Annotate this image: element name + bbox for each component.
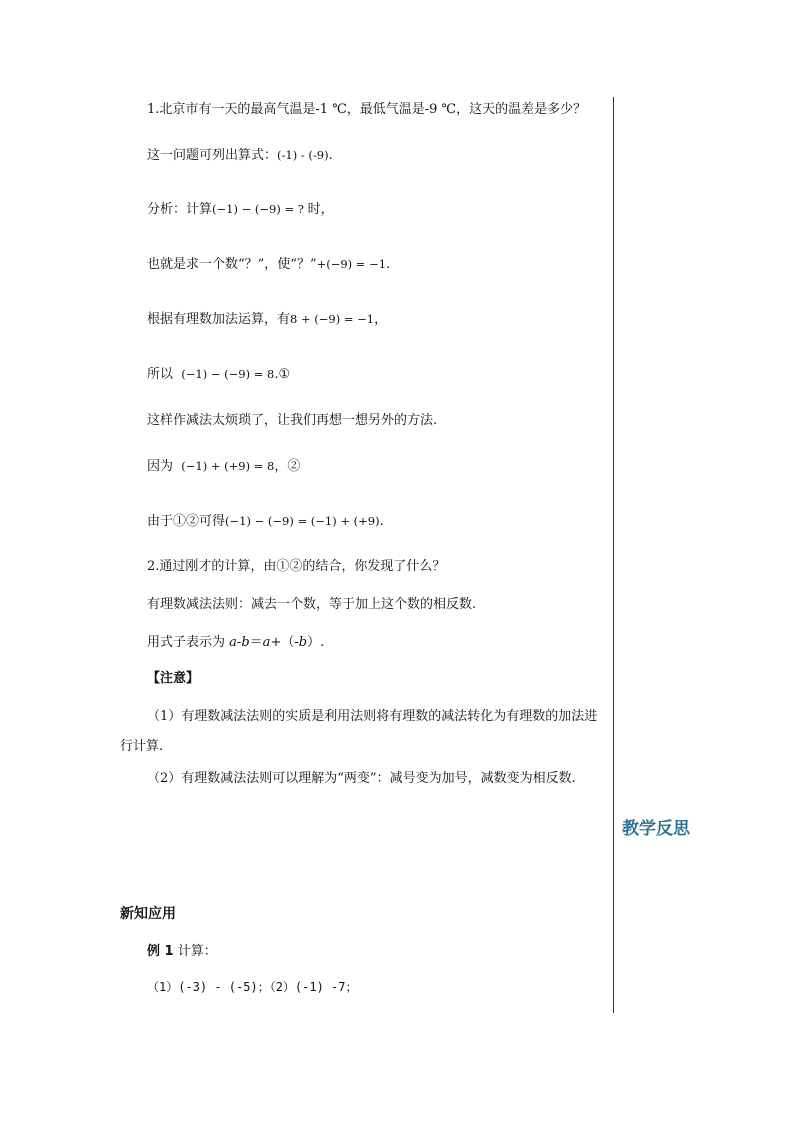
expression-intro-text: 这一问题可列出算式： bbox=[147, 148, 278, 163]
addition-rule-line bbox=[147, 310, 387, 329]
formula-b: b bbox=[241, 635, 250, 650]
example-label: 例 1 bbox=[147, 944, 174, 959]
conclusion-line bbox=[147, 512, 384, 531]
because-math: (−1) + (+9) = 8 bbox=[181, 459, 275, 473]
therefore-text: 所以 bbox=[147, 367, 174, 382]
note-1: （1）有理数减法法则的实质是利用法则将有理数的减法转化为有理数的加法进行计算. bbox=[120, 709, 598, 754]
note-title: 【注意】 bbox=[147, 671, 200, 686]
example-text: 计算： bbox=[173, 944, 217, 959]
formula-b2: b bbox=[298, 635, 308, 650]
conclusion-text: 由于①②可得 bbox=[147, 514, 226, 529]
question-1: 1.北京市有一天的最高气温是-1 ℃，最低气温是-9 ℃，这天的温差是多少？ bbox=[147, 102, 587, 117]
conclusion-math: (−1) − (−9) = (−1) + (+9) bbox=[225, 514, 380, 528]
therefore-end: .① bbox=[274, 367, 291, 382]
formula-line bbox=[147, 634, 324, 652]
teaching-reflection-title: 教学反思 bbox=[622, 819, 690, 839]
formula-equals: ＝ bbox=[249, 635, 263, 650]
therefore-math: (−1) − (−9) = 8 bbox=[181, 367, 275, 381]
find-number-line bbox=[147, 255, 390, 274]
addition-rule-text: 根据有理数加法运算，有 bbox=[147, 312, 291, 327]
because-end: ，② bbox=[274, 459, 301, 474]
subtraction-rule: 有理数减法法则：减去一个数，等于加上这个数的相反数. bbox=[147, 597, 477, 612]
addition-rule-math: 8 + (−9) = −1 bbox=[290, 312, 375, 326]
find-number-text: 也就是求一个数“？”，使“？” bbox=[147, 257, 317, 272]
expression-intro-end: . bbox=[328, 148, 333, 163]
formula-a: a bbox=[229, 635, 237, 650]
note-2: （2）有理数减法法则可以理解为“两变”：减号变为加号，减数变为相反数. bbox=[147, 771, 576, 786]
because-line bbox=[147, 457, 300, 476]
formula-end: ）. bbox=[307, 635, 325, 650]
formula-plus: +（- bbox=[270, 635, 299, 650]
formula-prefix: 用式子表示为 bbox=[147, 635, 226, 650]
column-divider bbox=[613, 97, 614, 1013]
formula-minus: - bbox=[236, 635, 242, 650]
analysis-line bbox=[147, 200, 334, 219]
find-number-math: +(−9) = −1 bbox=[316, 257, 387, 271]
find-number-end: . bbox=[386, 257, 391, 272]
formula-a2: a bbox=[262, 635, 271, 650]
therefore-line bbox=[147, 365, 290, 384]
because-text: 因为 bbox=[147, 459, 174, 474]
analysis-math: (−1) − (−9) = ? bbox=[212, 202, 308, 216]
example-items: （1）(-3) - (-5)；（2）(-1) -7； bbox=[147, 980, 358, 994]
analysis-end: 时， bbox=[307, 202, 334, 217]
addition-rule-end: ， bbox=[374, 312, 388, 327]
analysis-text: 分析：计算 bbox=[147, 202, 213, 217]
expression-intro bbox=[147, 146, 333, 165]
question-2: 2.通过刚才的计算，由①②的结合，你发现了什么？ bbox=[147, 559, 446, 574]
section-heading: 新知应用 bbox=[120, 906, 176, 922]
conclusion-end: . bbox=[379, 514, 384, 529]
expression-intro-math: (-1) - (-9) bbox=[277, 148, 329, 162]
example-line bbox=[147, 943, 217, 961]
tedious-line: 这样作减法太烦琐了，让我们再想一想另外的方法. bbox=[147, 413, 438, 428]
